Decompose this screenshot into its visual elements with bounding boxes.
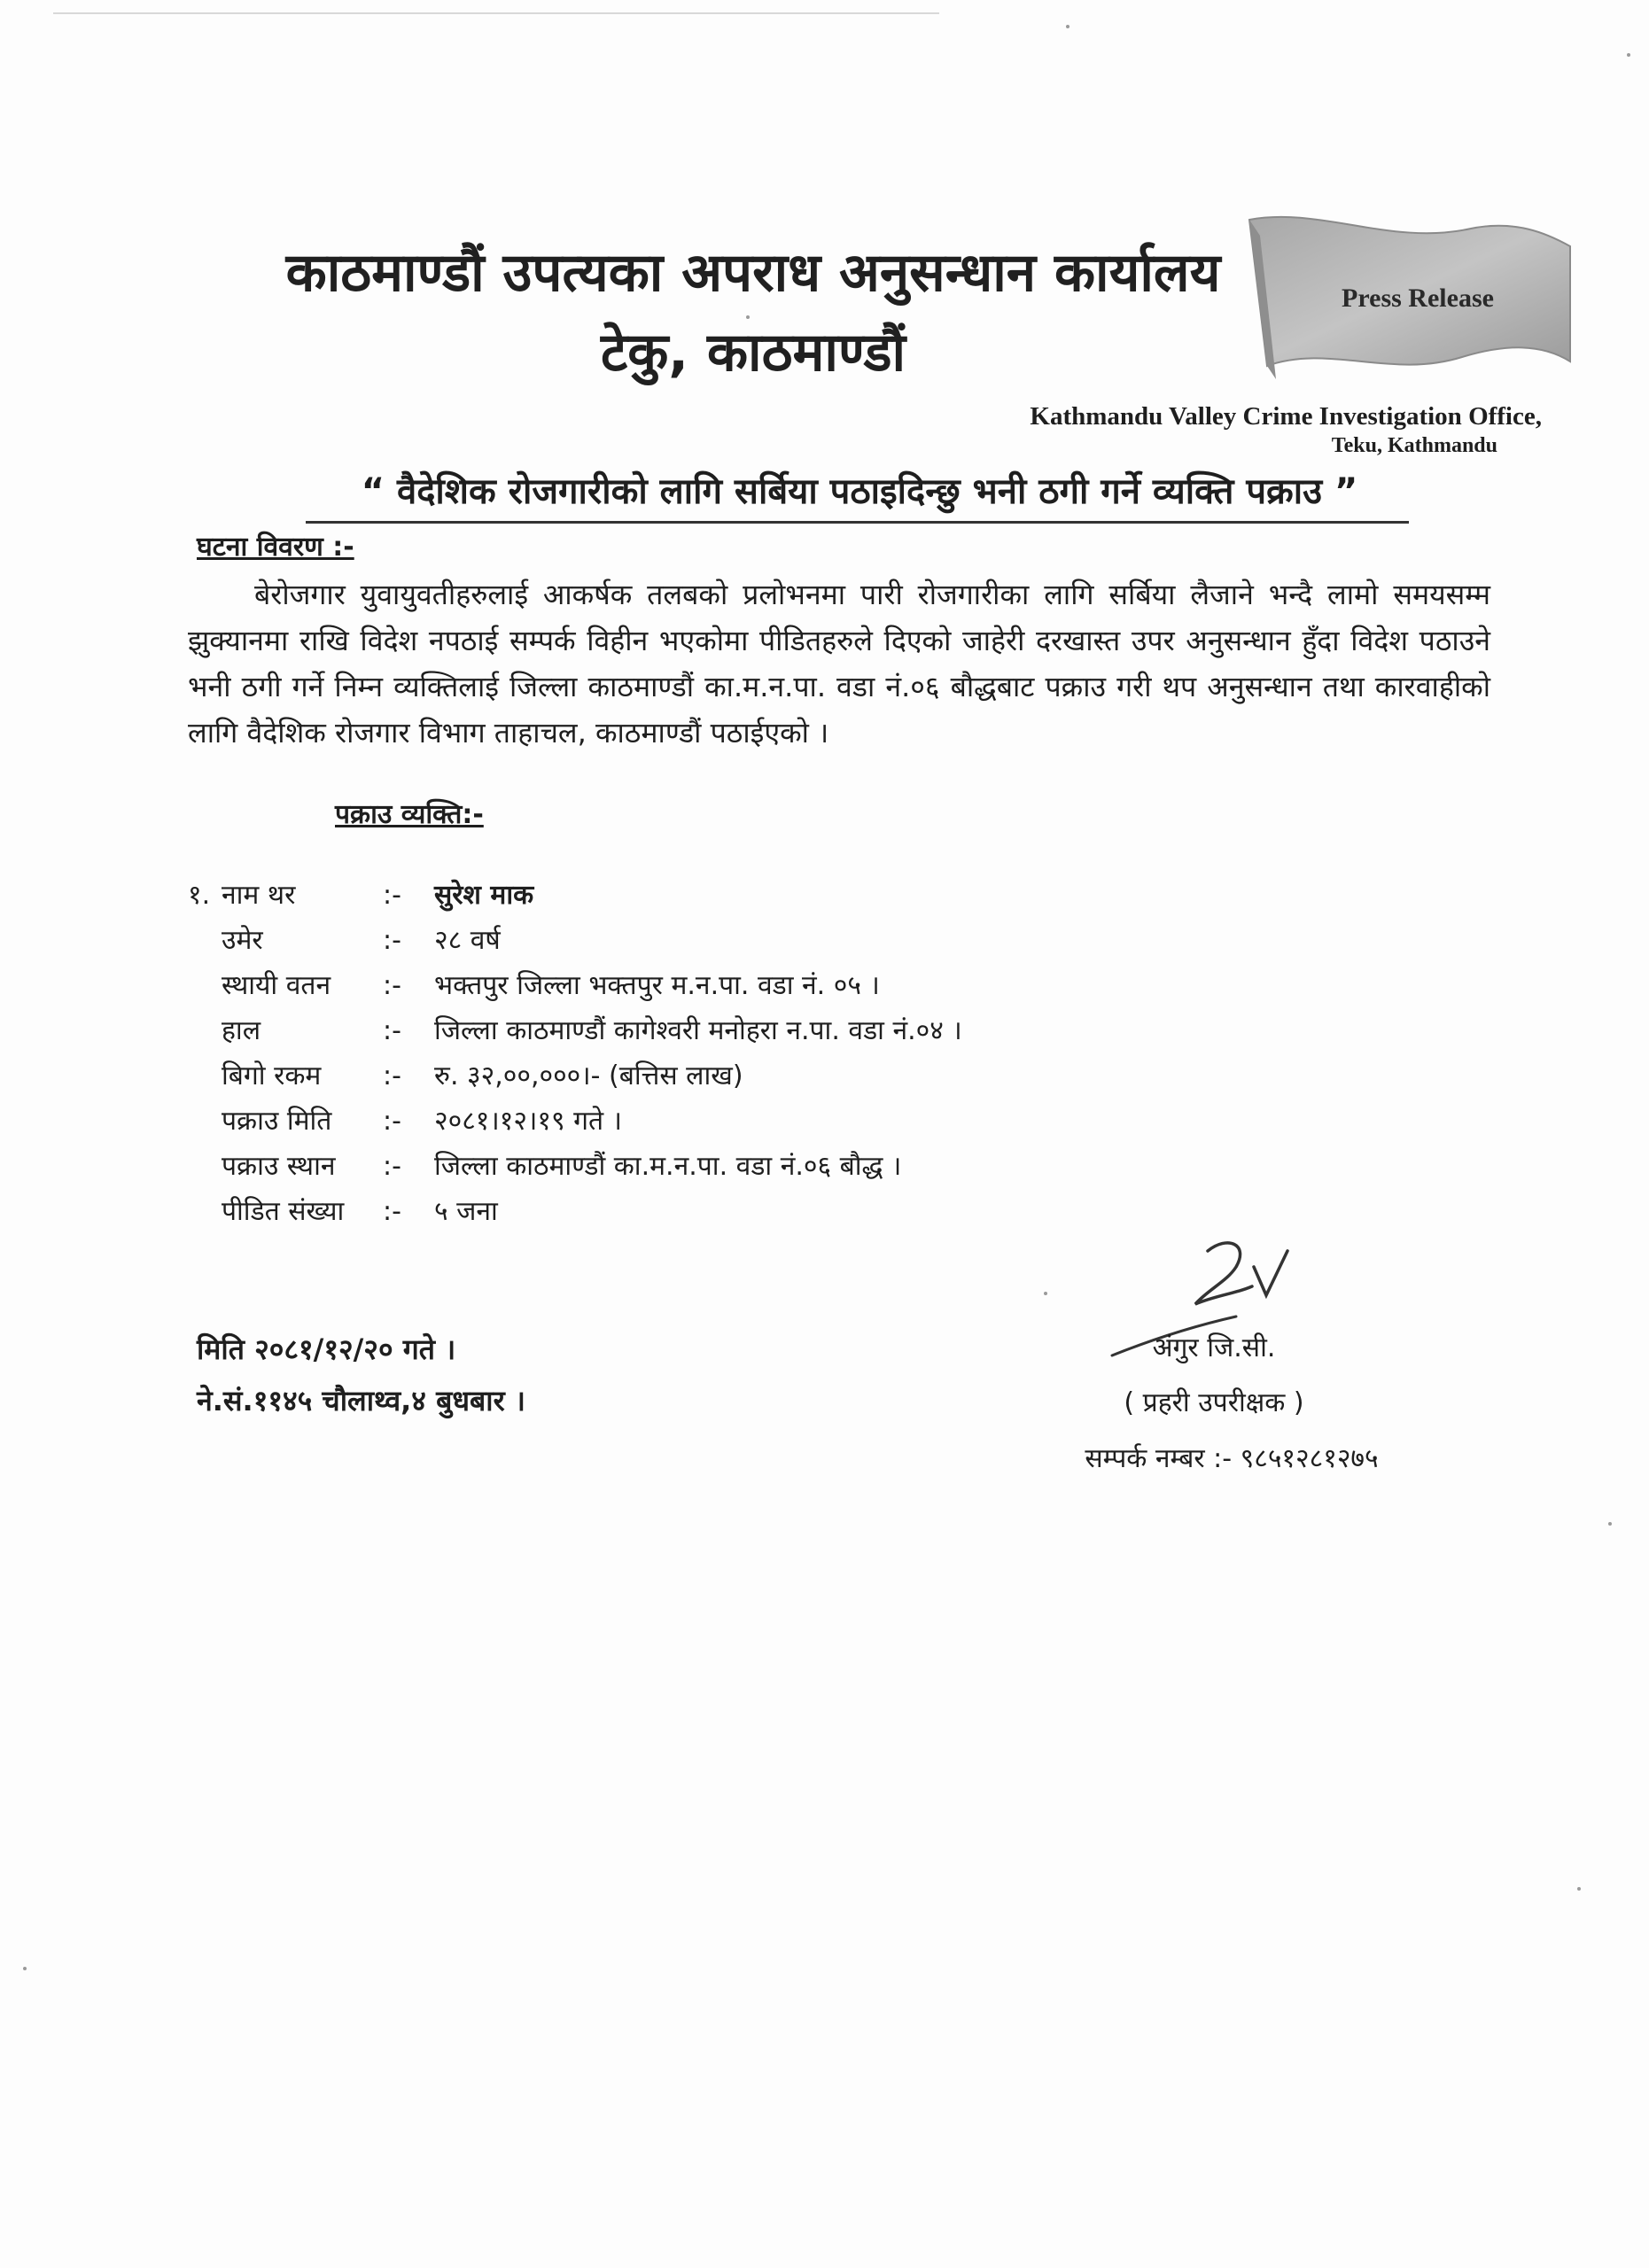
detail-value: ५ जना: [434, 1196, 498, 1227]
detail-value: २८ वर्ष: [434, 925, 501, 956]
detail-value: सुरेश माक: [434, 880, 534, 911]
detail-row-amount: [188, 1053, 1251, 1099]
detail-row-name: [188, 873, 1251, 918]
detail-separator: :-: [383, 970, 401, 1001]
detail-separator: :-: [383, 1151, 401, 1182]
office-location-english: Teku, Kathmandu: [1331, 434, 1497, 457]
office-title: काठमाण्डौं उपत्यका अपराध अनुसन्धान कार्यालय: [285, 242, 1221, 304]
detail-value: जिल्ला काठमाण्डौं कागेश्वरी मनोहरा न.पा. वडा नं.०४ ।: [434, 1015, 962, 1046]
detail-label: हाल: [222, 1015, 261, 1046]
scan-speck: [1577, 1887, 1581, 1891]
detail-value: जिल्ला काठमाण्डौं का.म.न.पा. वडा नं.०६ बौद्ध ।: [434, 1151, 902, 1182]
detail-separator: :-: [383, 1196, 401, 1227]
detail-value: भक्तपुर जिल्ला भक्तपुर म.न.पा. वडा नं. ०५ ।: [434, 970, 880, 1001]
scan-speck: [1627, 53, 1630, 57]
detail-row-age: [188, 918, 1251, 963]
scan-speck: [23, 1967, 27, 1970]
detail-separator: :-: [383, 1060, 401, 1091]
signatory-title: ( प्रहरी उपरीक्षक ): [1124, 1387, 1304, 1418]
release-date-nepal-sambat: ने.सं.११४५ चौलाथ्व,४ बुधबार ।: [197, 1384, 525, 1418]
detail-label: पीडित संख्या: [222, 1196, 345, 1227]
scan-speck: [1608, 1522, 1612, 1526]
detail-value: रु. ३२,००,०००।- (बत्तिस लाख): [434, 1060, 743, 1091]
office-location: टेकु, काठमाण्डौं: [600, 322, 906, 384]
signatory-contact: सम्पर्क नम्बर :- ९८५१२८१२७५: [1085, 1443, 1379, 1474]
detail-row-victim-count: [188, 1189, 1251, 1234]
arrested-details: [188, 873, 1251, 1234]
detail-row-arrest-date: [188, 1099, 1251, 1144]
incident-description: बेरोजगार युवायुवतीहरुलाई आकर्षक तलबको प्रलोभनमा पारी रोजगारीका लागि सर्बिया लैजाने भन्दै लामो समयसम्म झुक्यानमा राखि विदेश नपठाई सम्पर्क विहीन भएकोमा पीडितहरुले दिएको जाहेरी दरखास्त उपर अनुसन्धान हुँदा विदेश पठाउने भनी ठगी गर्ने निम्न व्यक्तिलाई जिल्ला काठमाण्डौं का.म.न.पा. वडा नं.०६ बौद्धबाट पक्राउ गरी थप अनुसन्धान तथा कारवाहीको लागि वैदेशिक रोजगार विभाग ताहाचल, काठमाण्डौं पठाईएको ।: [188, 578, 1490, 750]
detail-label: बिगो रकम: [222, 1060, 322, 1091]
detail-label: उमेर: [222, 925, 263, 956]
detail-label: पक्राउ स्थान: [222, 1151, 336, 1182]
scan-speck: [1066, 25, 1070, 28]
detail-label: पक्राउ मिति: [222, 1106, 332, 1137]
detail-value: २०८१।१२।१९ गते ।: [434, 1106, 622, 1137]
detail-label: नाम थर: [222, 880, 296, 911]
press-release-badge: Press Release: [1342, 284, 1494, 313]
detail-separator: :-: [383, 1015, 401, 1046]
detail-separator: :-: [383, 925, 401, 956]
arrested-section-label: पक्राउ व्यक्ति:-: [335, 799, 484, 830]
office-name-english: Kathmandu Valley Crime Investigation Office,: [1030, 402, 1542, 431]
detail-row-current-address: [188, 1008, 1251, 1053]
detail-separator: :-: [383, 880, 401, 911]
headline-underline: [306, 521, 1409, 524]
scan-edge-line: [53, 12, 939, 14]
detail-separator: :-: [383, 1106, 401, 1137]
detail-index: १.: [188, 880, 211, 911]
detail-label: स्थायी वतन: [222, 970, 331, 1001]
detail-row-permanent-address: [188, 963, 1251, 1008]
signatory-name: अंगुर जि.सी.: [1152, 1332, 1276, 1363]
detail-row-arrest-place: [188, 1144, 1251, 1189]
scan-speck: [1044, 1292, 1047, 1295]
press-headline: “ वैदेशिक रोजगारीको लागि सर्बिया पठाइदिन्छु भनी ठगी गर्ने व्यक्ति पक्राउ ”: [361, 471, 1358, 512]
release-date: मिति २०८१/१२/२० गते ।: [197, 1332, 456, 1366]
scan-speck: [746, 315, 750, 319]
incident-section-label: घटना विवरण :-: [197, 532, 354, 563]
